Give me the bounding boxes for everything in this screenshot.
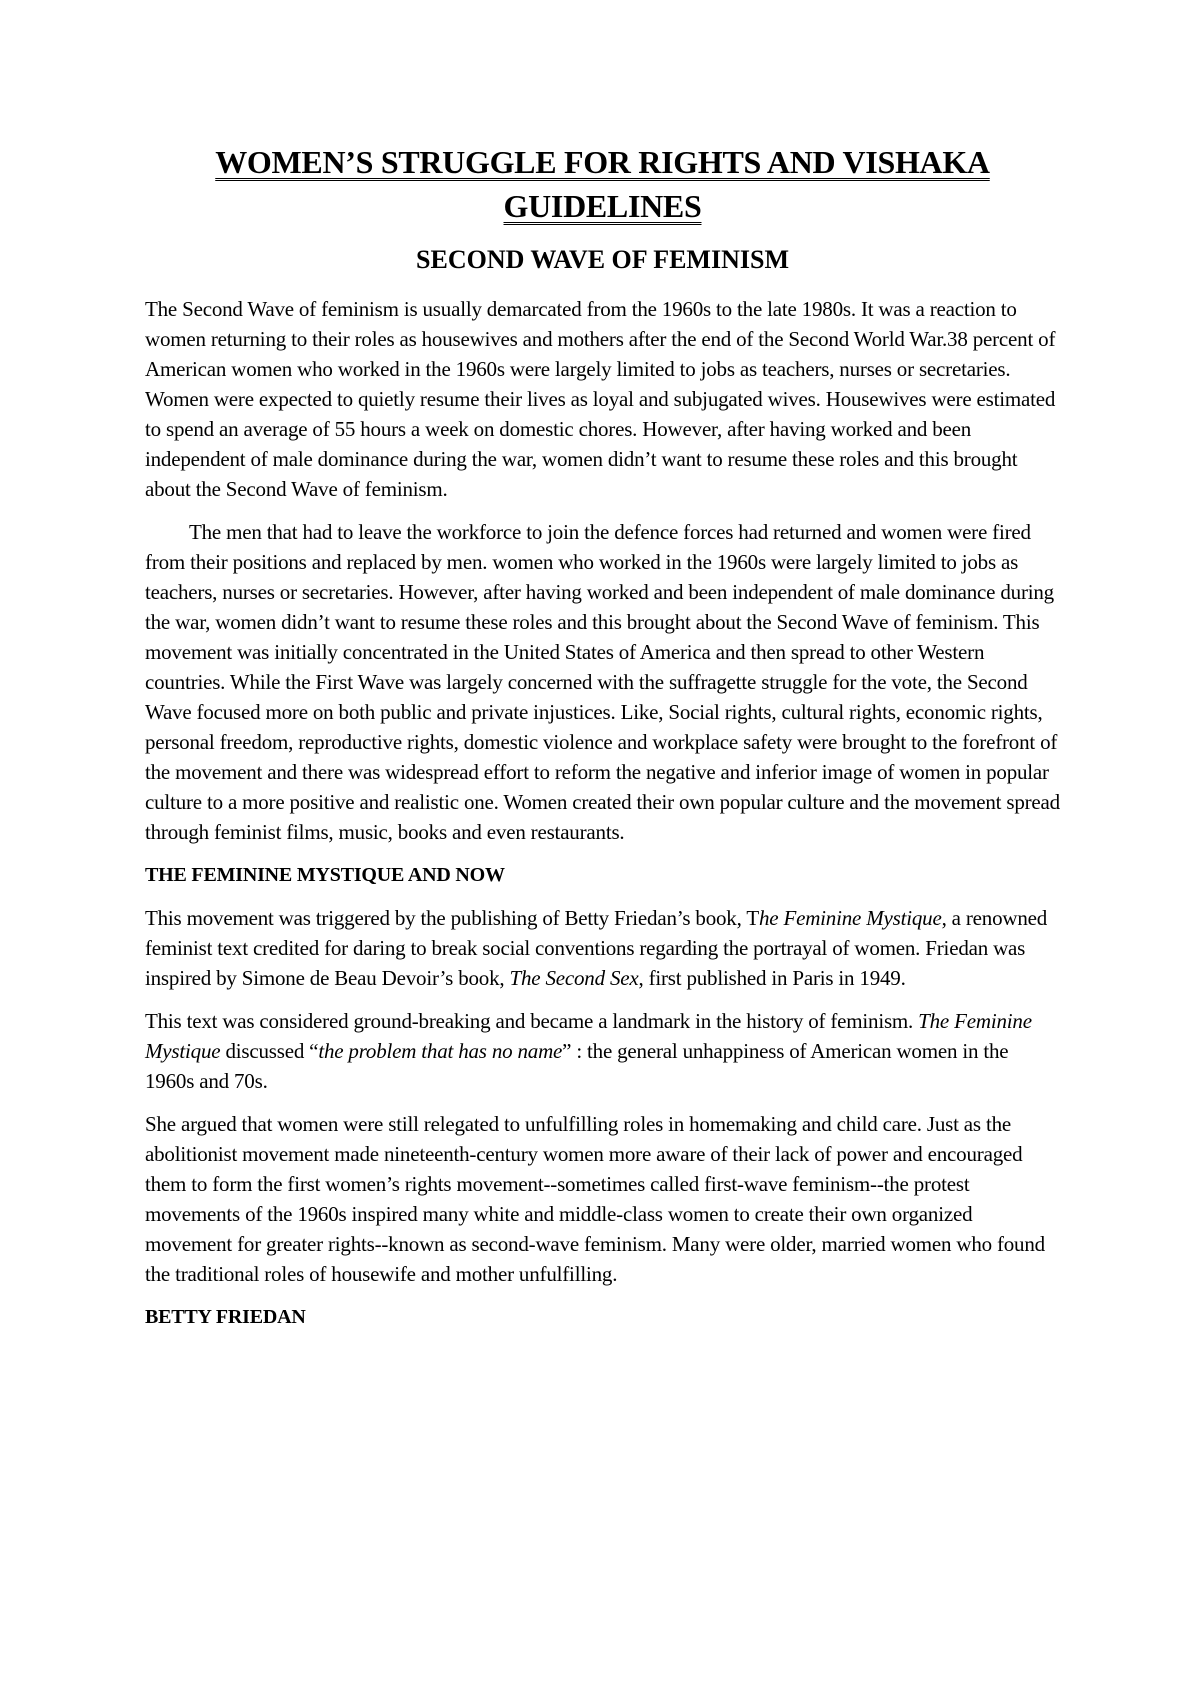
document-title: WOMEN’S STRUGGLE FOR RIGHTS AND VISHAKA GUIDELINES [215, 144, 990, 224]
text-run: This text was considered ground-breaking and became a landmark in the history of feminism. [145, 1009, 919, 1033]
book-title-italic: he Feminine Mystique [758, 906, 942, 930]
paragraph-men-workforce: The men that had to leave the workforce to join the defence forces had returned and women were fired from their positions and replaced by men. women who worked in the 1960s were largely limited to jobs as teachers, nurses or secretaries. However, after having worked and been independent of male dominance during the war, women didn’t want to resume these roles and this brought about the Second Wave of feminism. This movement was initially concentrated in the United States of America and then spread to other Western countries. While the First Wave was largely concerned with the suffragette struggle for the vote, the Second Wave focused more on both public and private injustices. Like, Social rights, cultural rights, economic rights, personal freedom, reproductive rights, domestic violence and workplace safety were brought to the forefront of the movement and there was widespread effort to reform the negative and inferior image of women in popular culture to a more positive and realistic one. Women created their own popular culture and the movement spread through feminist films, music, books and even restaurants. [145, 520, 1060, 844]
paragraph-intro: The Second Wave of feminism is usually demarcated from the 1960s to the late 1980s. It was a reaction to women returning to their roles as housewives and mothers after the end of the Second World War.38 percent of American women who worked in the 1960s were largely limited to jobs as teachers, nurses or secretaries. Women were expected to quietly resume their lives as loyal and subjugated wives. Housewives were estimated to spend an average of 55 hours a week on domestic chores. However, after having worked and been independent of male dominance during the war, women didn’t want to resume these roles and this brought about the Second Wave of feminism. [145, 297, 1056, 501]
paragraph-she-argued: She argued that women were still relegated to unfulfilling roles in homemaking and child care. Just as the abolitionist movement made nineteenth-century women more aware of their lack of power and encouraged them to form the first women’s rights movement--sometimes called first-wave feminism--the protest movements of the 1960s inspired many white and middle-class women to create their own organized movement for greater rights--known as second-wave feminism. Many were older, married women who found the traditional roles of housewife and mother unfulfilling. [145, 1112, 1045, 1286]
text-run: , first published in Paris in 1949. [638, 966, 906, 990]
text-run: discussed “ [220, 1039, 319, 1063]
subheading-betty-friedan: BETTY FRIEDAN [145, 1306, 306, 1328]
text-run: ” : the general unhappiness of American women in the 1960s and 70s. [145, 1039, 1009, 1093]
paragraph-movement-trigger [145, 903, 1060, 993]
text-run: , a renowned feminist text credited for daring to break social conventions regarding the portrayal of women. Friedan was inspired by Simone de Beau Devoir’s book, [145, 906, 1048, 990]
paragraph-ground-breaking [145, 1006, 1060, 1096]
subheading-feminine-mystique: THE FEMININE MYSTIQUE AND NOW [145, 864, 505, 886]
text-run: This movement was triggered by the publishing of Betty Friedan’s book, T [145, 906, 759, 930]
quote-italic: the problem that has no name [318, 1039, 563, 1063]
book-title-italic: The Feminine Mystique [145, 1009, 1032, 1063]
section-heading: SECOND WAVE OF FEMINISM [416, 245, 789, 274]
book-title-italic: The Second Sex [509, 966, 639, 990]
document-page [145, 140, 1060, 1332]
